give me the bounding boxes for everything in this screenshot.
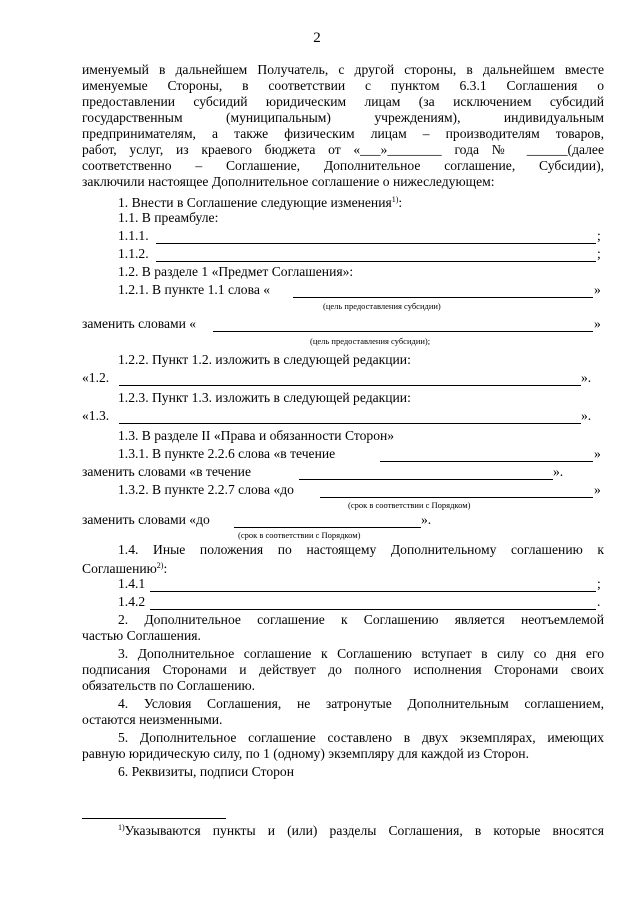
item-1-3-2: 1.3.2. В пункте 2.2.7 слова «до xyxy=(118,482,294,497)
intro-line-4: государственным (муниципальным) учреждениям), индивидуальным xyxy=(82,110,604,125)
intro-line-2: именуемые Стороны, в соответствии с пунктом 6.3.1 Соглашения о xyxy=(82,78,604,93)
item-1-1-2-label: 1.1.2. xyxy=(118,246,149,261)
page-number: 2 xyxy=(313,30,321,46)
intro-line-7: соответственно – Соглашение, Дополнительное соглашение, Субсидии), xyxy=(82,158,604,173)
close-quote: » xyxy=(594,482,601,497)
item-1-4-2-label: 1.4.2 xyxy=(118,594,146,609)
item-6: 6. Реквизиты, подписи Сторон xyxy=(118,764,294,779)
item-1-3-1: 1.3.1. В пункте 2.2.6 слова «в течение xyxy=(118,446,336,461)
item-1-2-1: 1.2.1. В пункте 1.1 слова « xyxy=(118,282,271,297)
footnote-mark: 1) xyxy=(118,823,125,832)
item-1-1: 1.1. В преамбуле: xyxy=(118,210,219,225)
quote-1-3: «1.3. xyxy=(82,408,110,423)
close-quote: » xyxy=(594,316,601,331)
caption-goal: (цель предоставления субсидии) xyxy=(323,301,441,311)
replace-within-label: заменить словами «в течение xyxy=(82,464,251,479)
blank-line xyxy=(234,527,421,528)
blank-line xyxy=(156,243,596,244)
item-1-2: 1.2. В разделе 1 «Предмет Соглашения»: xyxy=(118,264,354,279)
quote-1-2: «1.2. xyxy=(82,370,110,385)
item-5-line-2: равную юридическую силу, по 1 (одному) экземпляру для каждой из Сторон. xyxy=(82,746,529,761)
end-quote: ». xyxy=(581,408,592,423)
blank-line xyxy=(150,609,596,610)
item-1-1-1-label: 1.1.1. xyxy=(118,228,149,243)
item-1-4-line-1: 1.4. Иные положения по настоящему Дополнительному соглашению к xyxy=(118,542,604,557)
replace-with-label: заменить словами « xyxy=(82,316,197,331)
blank-line xyxy=(213,331,593,332)
item-1-4-line-2: Соглашению$^{2)}$: xyxy=(82,561,168,576)
blank-line xyxy=(156,261,596,262)
end-quote: ». xyxy=(581,370,592,385)
blank-line xyxy=(150,591,596,592)
intro-line-6: работ, услуг, из краевого бюджета от «___»________ года № ______(далее xyxy=(82,142,604,157)
footnote-separator xyxy=(82,818,226,819)
close-quote: » xyxy=(594,282,601,297)
item-3-line-2: подписания Сторонами и действует до полного исполнения Сторонами своих xyxy=(82,662,604,677)
dot: . xyxy=(597,594,601,609)
intro-line-1: именуемый в дальнейшем Получатель, с другой стороны, в дальнейшем вместе xyxy=(82,62,604,77)
item-1-2-2: 1.2.2. Пункт 1.2. изложить в следующей редакции: xyxy=(118,352,411,367)
semicolon: ; xyxy=(597,246,601,261)
blank-line xyxy=(293,297,593,298)
item-4-line-2: остаются неизменными. xyxy=(82,712,223,727)
caption-term-2: (срок в соответствии с Порядком) xyxy=(238,530,361,540)
footnote-ref-2: 2) xyxy=(156,561,164,570)
intro-line-8: заключили настоящее Дополнительное соглашение о нижеследующем: xyxy=(82,174,495,189)
item-5-line-1: 5. Дополнительное соглашение составлено в двух экземплярах, имеющих xyxy=(118,730,604,745)
blank-line xyxy=(380,461,593,462)
caption-term: (срок в соответствии с Порядком) xyxy=(348,500,471,510)
replace-until-label: заменить словами «до xyxy=(82,512,210,527)
intro-line-5: предпринимателям, а также физическим лицам – производителям товаров, xyxy=(82,126,604,141)
close-quote: » xyxy=(594,446,601,461)
item-3-line-3: обязательств по Соглашению. xyxy=(82,678,256,693)
end-quote: ». xyxy=(553,464,564,479)
item-2-line-1: 2. Дополнительное соглашение к Соглашению является неотъемлемой xyxy=(118,612,604,627)
blank-line xyxy=(119,423,581,424)
item-1-2-3: 1.2.3. Пункт 1.3. изложить в следующей редакции: xyxy=(118,390,411,405)
item-1: 1. Внести в Соглашение следующие изменения$^{1)}$: xyxy=(118,195,403,210)
item-3-line-1: 3. Дополнительное соглашение к Соглашению вступает в силу со дня его xyxy=(118,646,604,661)
blank-line xyxy=(320,497,593,498)
intro-line-3: предоставлении субсидий юридическим лицам (за исключением субсидий xyxy=(82,94,604,109)
caption-goal-2: (цель предоставления субсидии); xyxy=(310,336,431,346)
item-2-line-2: частью Соглашения. xyxy=(82,628,201,643)
semicolon: ; xyxy=(597,228,601,243)
blank-line xyxy=(299,479,553,480)
item-4-line-1: 4. Условия Соглашения, не затронутые Дополнительным соглашением, xyxy=(118,696,604,711)
end-quote: ». xyxy=(421,512,432,527)
footnote-text: $^{1)}$Указываются пункты и (или) разделы Соглашения, в которые вносятся xyxy=(118,823,604,838)
footnote-ref-1: 1) xyxy=(391,195,399,204)
item-1-4-1-label: 1.4.1 xyxy=(118,576,146,591)
blank-line xyxy=(119,385,581,386)
item-1-3: 1.3. В разделе II «Права и обязанности Сторон» xyxy=(118,428,395,443)
semicolon: ; xyxy=(597,576,601,591)
